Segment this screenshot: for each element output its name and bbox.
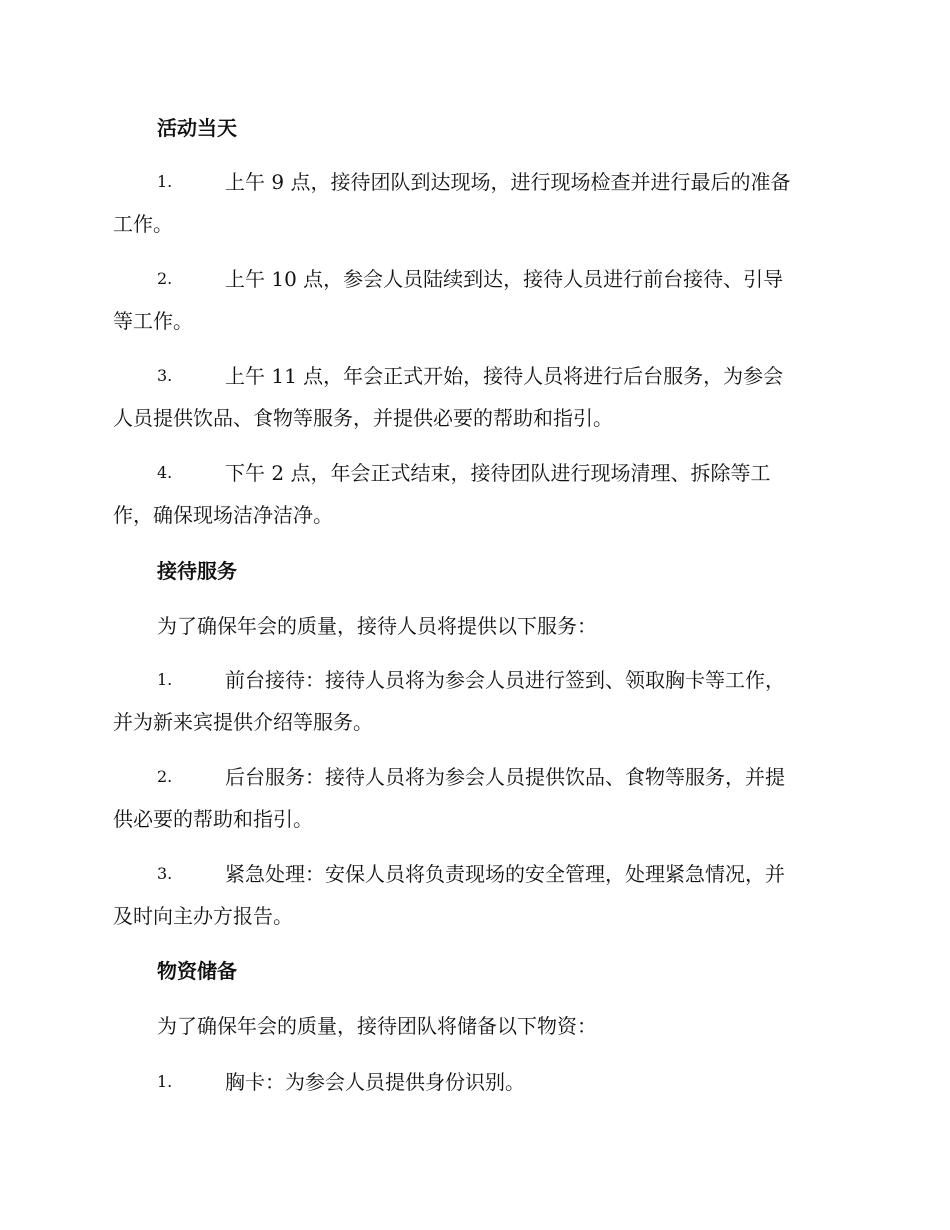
list-item-text-line1: 后台服务：接待人员将为参会人员提供饮品、食物等服务，并提 [225,765,785,789]
list-item-text-line1: 上午 9 点，接待团队到达现场，进行现场检查并进行最后的准备 [225,170,791,194]
list-item-text-line2: 及时向主办方报告。 [113,904,293,928]
list-item-number: 1. [157,1072,173,1091]
section-heading: 活动当天 [157,116,237,140]
list-item [113,1061,835,1103]
section-intro: 为了确保年会的质量，接待团队将储备以下物资： [157,1014,597,1038]
list-item-number: 4. [157,463,173,482]
list-item-number: 1. [157,172,173,191]
list-item-text-line2: 人员提供饮品、食物等服务，并提供必要的帮助和指引。 [113,406,613,430]
list-item [113,756,835,840]
list-item-number: 3. [157,366,173,385]
list-item-text-line1: 胸卡：为参会人员提供身份识别。 [225,1070,525,1094]
list-item [113,161,835,245]
list-item [113,258,835,342]
list-item [113,355,835,439]
list-item-number: 2. [157,269,173,288]
list-item-number: 3. [157,864,173,883]
list-item-text-line2: 工作。 [113,212,173,236]
list-item-text-line2: 作，确保现场洁净洁净。 [113,503,333,527]
list-item [113,659,835,743]
section-intro: 为了确保年会的质量，接待人员将提供以下服务： [157,614,597,638]
list-item-number: 2. [157,767,173,786]
section-heading: 接待服务 [157,559,237,583]
section-heading: 物资储备 [157,959,237,983]
list-item-text-line2: 等工作。 [113,309,193,333]
list-item-text-line1: 上午 11 点，年会正式开始，接待人员将进行后台服务，为参会 [225,364,784,388]
list-item-number: 1. [157,670,173,689]
list-item-text-line2: 供必要的帮助和指引。 [113,807,313,831]
list-item-text-line1: 前台接待：接待人员将为参会人员进行签到、领取胸卡等工作， [225,668,785,692]
list-item-text-line1: 下午 2 点，年会正式结束，接待团队进行现场清理、拆除等工 [225,461,771,485]
list-item-text-line1: 紧急处理：安保人员将负责现场的安全管理，处理紧急情况，并 [225,862,785,886]
list-item [113,452,835,536]
list-item-text-line2: 并为新来宾提供介绍等服务。 [113,710,373,734]
list-item [113,853,835,937]
list-item-text-line1: 上午 10 点，参会人员陆续到达，接待人员进行前台接待、引导 [225,267,784,291]
